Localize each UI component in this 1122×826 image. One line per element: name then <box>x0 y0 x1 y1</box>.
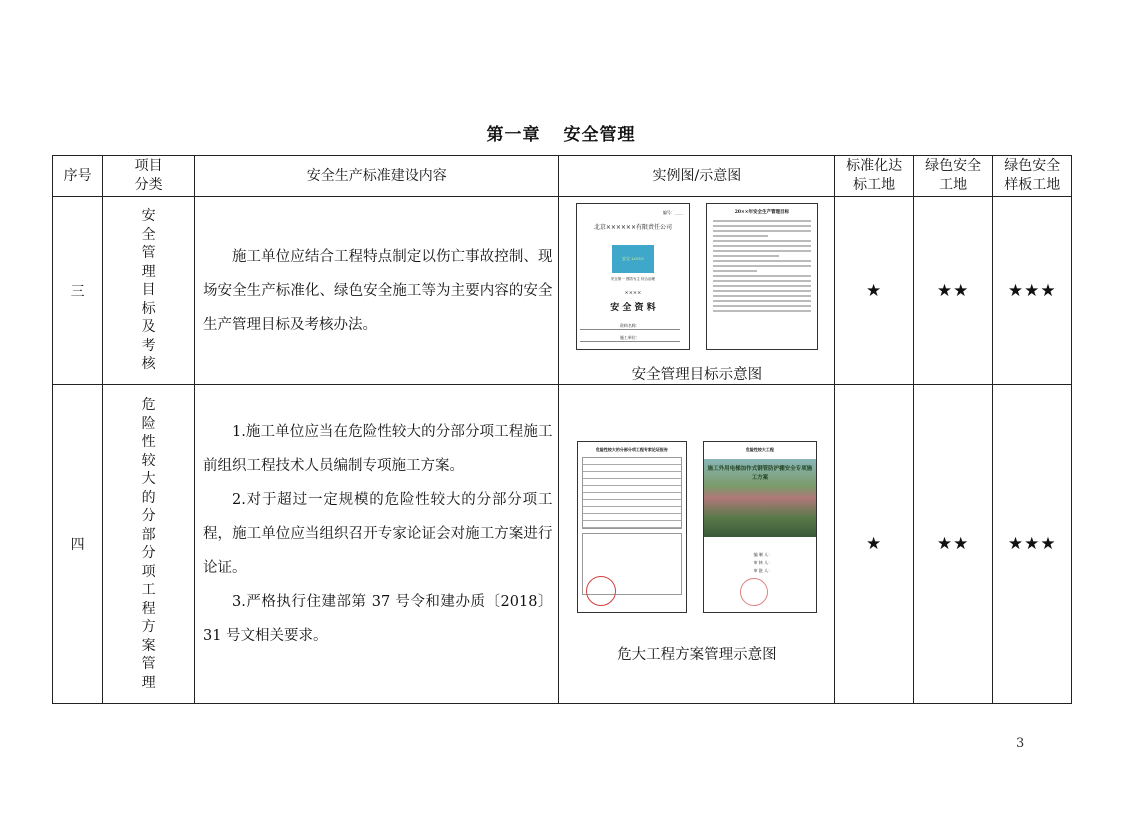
content-paragraph: 1.施工单位应当在危险性较大的分部分项工程施工前组织工程技术人员编制专项施工方案。 <box>202 424 553 474</box>
safety-goals-document-image: 20××年安全生产管理目标 <box>706 203 818 350</box>
row-figure <box>559 197 835 385</box>
table-header-row <box>53 156 1072 197</box>
header-level2: 绿色安全工地 <box>913 156 993 197</box>
content-paragraph: 3.严格执行住建部第 37 号令和建办质〔2018〕31 号文相关要求。 <box>202 594 553 644</box>
figure-caption: 安全管理目标示意图 <box>631 367 763 383</box>
level3-rating: ★★★ <box>993 385 1072 704</box>
page-title <box>0 120 1122 145</box>
red-stamp <box>740 578 768 606</box>
row-seq: 四 <box>53 385 103 704</box>
expert-review-form-image: 危险性较大的分部分项工程专家论证报告 <box>577 441 687 613</box>
level3-rating: ★★★ <box>993 197 1072 385</box>
content-paragraph: 施工单位应结合工程特点制定以伤亡事故控制、现场安全生产标准化、绿色安全施工等为主要内容的安全生产管理目标及考核办法。 <box>202 248 553 333</box>
page-number: 3 <box>1016 736 1025 751</box>
chapter-title: 安全管理 <box>563 125 636 145</box>
construction-plan-cover-image: 危险性较大工程 施工外用电梯加作式钢管防护棚安全专项施工方案 编 制 人： 审 核 人： 审 批 人： <box>703 441 817 613</box>
row-figure <box>559 385 835 704</box>
table-row <box>53 385 1072 704</box>
row-category: 危险性较大的分部分项工程方案管理 <box>103 385 195 704</box>
row-category: 安全管理目标及考核 <box>103 197 195 385</box>
row-content <box>194 197 559 385</box>
row-content <box>194 385 559 704</box>
level2-rating: ★★ <box>913 197 993 385</box>
level1-rating: ★ <box>835 385 914 704</box>
header-content: 安全生产标准建设内容 <box>194 156 559 197</box>
red-stamp <box>586 576 616 606</box>
safety-docs-cover-image: 编号：____ 北京××××××有限责任公司 安全 LOGO 安全第一 预防为主 综合治理 ×××× 安 全 资 料 资料名称： 施工单位： <box>576 203 690 350</box>
figure-caption: 危大工程方案管理示意图 <box>617 646 777 663</box>
header-seq: 序号 <box>53 156 103 197</box>
level1-rating: ★ <box>835 197 914 385</box>
row-seq: 三 <box>53 197 103 385</box>
logo-badge: 安全 LOGO <box>612 245 654 273</box>
header-level1: 标准化达标工地 <box>835 156 914 197</box>
building-photo: 施工外用电梯加作式钢管防护棚安全专项施工方案 <box>704 459 816 537</box>
header-category: 项目分类 <box>103 156 195 197</box>
standards-table <box>52 155 1072 704</box>
header-level3: 绿色安全样板工地 <box>993 156 1072 197</box>
content-paragraph: 2.对于超过一定规模的危险性较大的分部分项工程，施工单位应当组织召开专家论证会对施工方案进行论证。 <box>202 492 553 576</box>
chapter-number: 第一章 <box>486 125 541 145</box>
level2-rating: ★★ <box>913 385 993 704</box>
header-figure: 实例图/示意图 <box>559 156 835 197</box>
table-row <box>53 197 1072 385</box>
